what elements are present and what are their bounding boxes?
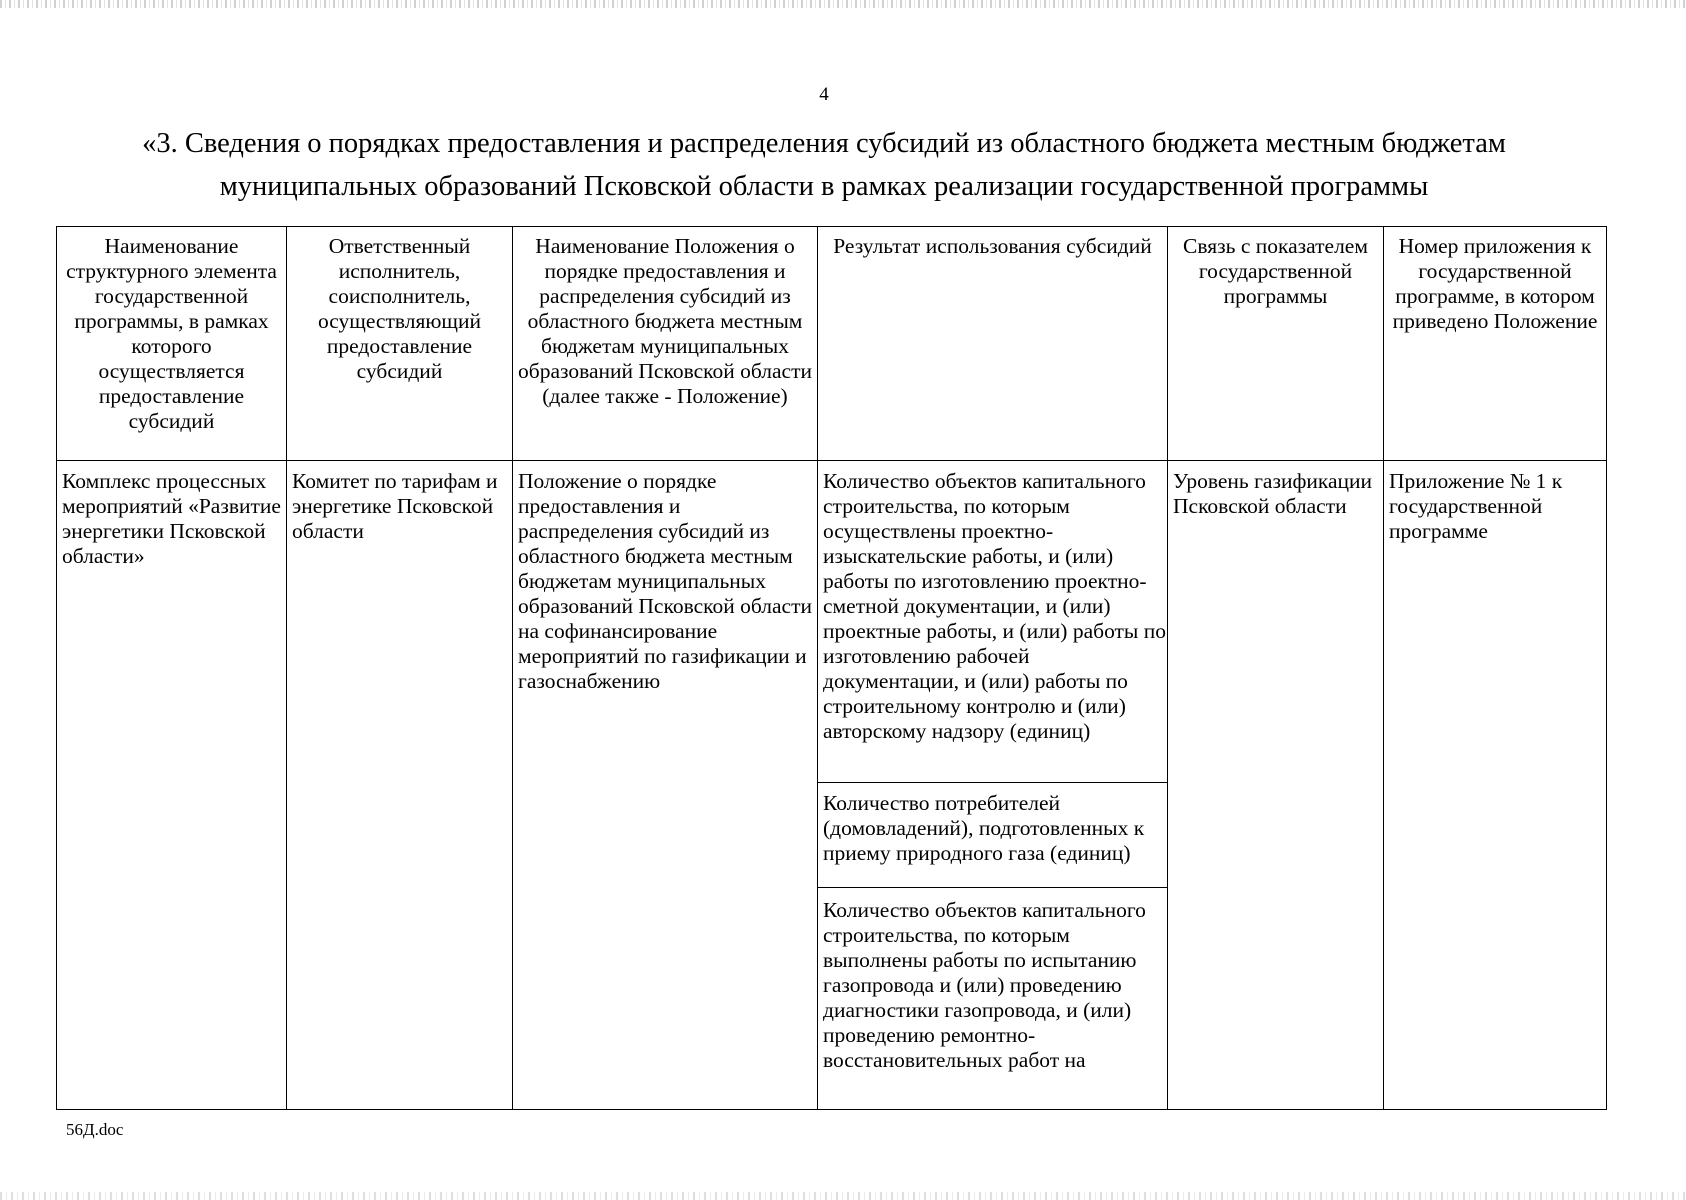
- header-executor: Ответственный исполнитель, соисполнитель, осуществляющий предоставление субсидий: [287, 227, 513, 461]
- result-item-pipeline-works: Количество объектов капитального строительства, по которым выполнены работы по испытанию газопровода и (или) проведению диагностики газопровода, и (или) проведению ремонтно-восстановительных работ на: [823, 898, 1146, 1072]
- cell-executor: Комитет по тарифам и энергетике Псковской области: [287, 461, 513, 1110]
- document-title: «3. Сведения о порядках предоставления и распределения субсидий из областного бюджета местным бюджетам муниципальных образований Псковской области в рамках реализации государственной программы: [142, 128, 1506, 202]
- cell-regulation: Положение о порядке предоставления и распределения субсидий из областного бюджета местным бюджетам муниципальных образований Псковской области на софинансирование мероприятий по газификации и газоснабжению: [513, 461, 818, 1110]
- footer-file-code: 56Д.doc: [66, 1120, 124, 1139]
- cell-appendix: Приложение № 1 к государственной программе: [1384, 461, 1607, 1110]
- result-item-design-works: Количество объектов капитального строительства, по которым осуществлены проектно-изыскательские работы, и (или) работы по изготовлению проектно-сметной документации, и (или) проектные работы, и (или) работы по изготовлению рабочей документации, и (или) работы по строительному контролю и (или) авторскому надзору (единиц): [818, 469, 1167, 783]
- result-item-consumers: Количество потребителей (домовладений), подготовленных к приему природного газа (единиц): [818, 783, 1167, 888]
- page-number: 4: [819, 84, 829, 105]
- table-header-row: [57, 227, 1607, 461]
- table-row: [57, 461, 1607, 1110]
- cell-indicator: Уровень газификации Псковской области: [1168, 461, 1384, 1110]
- header-appendix-number: Номер приложения к государственной программе, в котором приведено Положение: [1384, 227, 1607, 461]
- header-structural-element: Наименование структурного элемента государственной программы, в рамках которого осуществляется предоставление субсидий: [57, 227, 287, 461]
- header-indicator-link: Связь с показателем государственной программы: [1168, 227, 1384, 461]
- cell-results: [818, 461, 1168, 1110]
- subsidies-table: [56, 226, 1607, 1110]
- header-regulation: Наименование Положения о порядке предоставления и распределения субсидий из областного бюджета местным бюджетам муниципальных образований Псковской области (далее также - Положение): [513, 227, 818, 461]
- header-result: Результат использования субсидий: [818, 227, 1168, 461]
- cell-structural-element: Комплекс процессных мероприятий «Развитие энергетики Псковской области»: [57, 461, 287, 1110]
- scan-edge-bottom: [0, 1192, 1686, 1200]
- scan-edge-top: [0, 0, 1686, 8]
